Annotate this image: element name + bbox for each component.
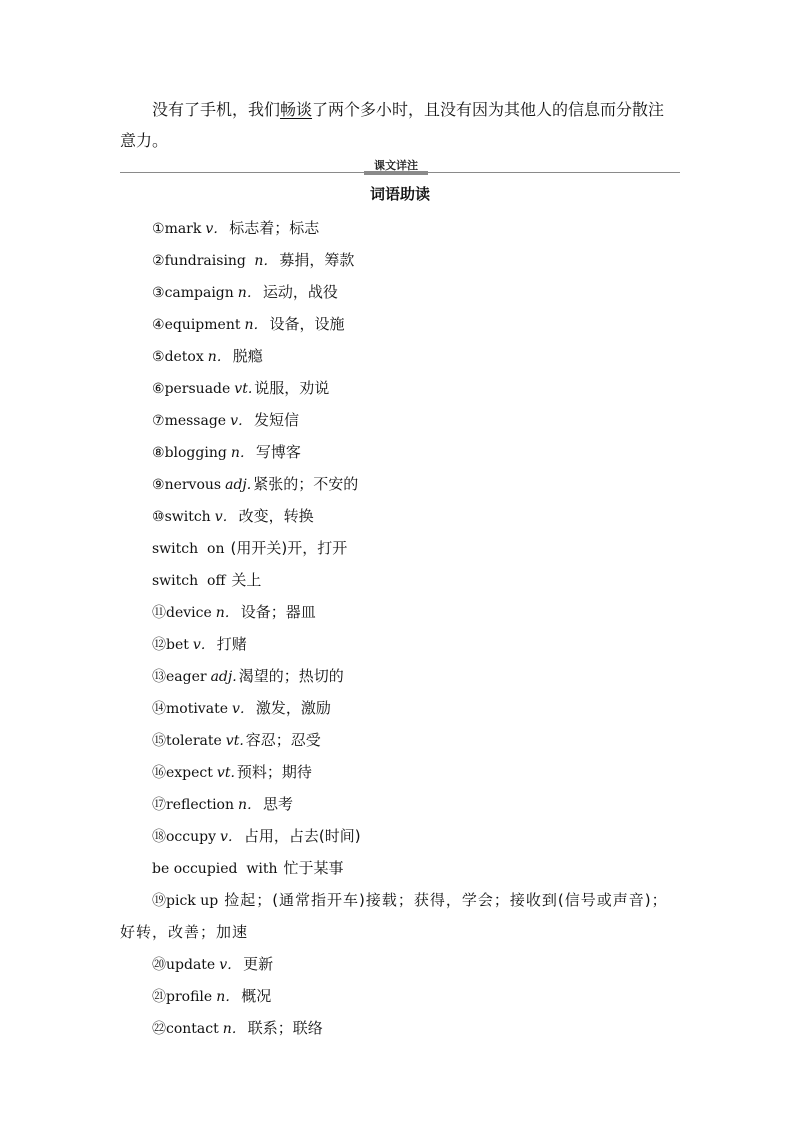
vocab-item [120,757,680,789]
vocab-number: ⑭ [152,701,166,717]
vocab-number: ④ [152,317,165,333]
vocab-word: be occupied with [152,861,278,877]
vocab-item [120,437,680,469]
intro-text-after: 了两个多小时，且没有因为其他人的信息而分散注意力。 [120,100,665,150]
vocab-gloss: 改变，转换 [238,507,314,525]
vocab-gloss: 联系；联络 [247,1019,323,1037]
vocab-number: ⑯ [152,765,166,781]
vocab-word: occupy [166,829,216,845]
vocab-gloss: 打赌 [216,635,247,653]
vocab-item [120,853,680,885]
vocab-item [120,789,680,821]
vocab-gloss: 运动，战役 [262,283,338,301]
vocab-word: switch off [152,573,226,589]
vocab-gloss: 设备，设施 [269,315,345,333]
vocab-part-of-speech: n． [249,253,278,269]
vocab-number: ② [152,253,165,269]
vocab-item [120,309,680,341]
vocab-part-of-speech: adj. [225,477,252,493]
vocab-part-of-speech: n． [244,317,268,333]
vocab-word: equipment [164,317,241,333]
vocab-item [120,1013,680,1045]
vocab-part-of-speech: n． [207,349,231,365]
vocab-word: motivate [166,701,228,717]
vocab-gloss: 捡起；(通常指开车)接载；获得，学会；接收到(信号或声音)；好转，改善；加速 [120,891,668,941]
vocab-item [120,981,680,1013]
vocab-gloss: 概况 [241,987,272,1005]
vocab-number: ⑳ [152,957,166,973]
vocab-part-of-speech: n． [237,285,261,301]
vocab-word: persuade [164,381,231,397]
vocab-part-of-speech: vt. [225,733,244,749]
vocab-part-of-speech: v． [219,957,242,973]
vocab-number: ⑫ [152,637,166,653]
vocab-list [120,213,680,1045]
vocab-number: ⑧ [152,445,165,461]
vocab-gloss: 忙于某事 [283,859,344,877]
vocab-item [120,533,680,565]
vocab-number: ⑥ [152,381,165,397]
vocab-word: reflection [166,797,234,813]
vocab-item [120,245,680,277]
vocab-gloss: 说服，劝说 [254,379,330,397]
vocab-part-of-speech: n． [230,445,254,461]
vocab-number: ⑰ [152,797,166,813]
vocab-gloss: 渴望的；热切的 [238,667,344,685]
vocab-item [120,949,680,981]
vocab-item [120,661,680,693]
vocab-item [120,597,680,629]
vocab-word: pick up [166,893,219,909]
vocab-gloss: 标志着；标志 [229,219,320,237]
vocab-number: ⑲ [152,893,166,909]
vocab-number: ⑨ [152,477,165,493]
vocab-word: nervous [164,477,222,493]
vocab-gloss: 脱瘾 [232,347,263,365]
vocab-word: mark [164,221,202,237]
vocab-part-of-speech: v． [214,509,237,525]
vocab-part-of-speech: n． [215,605,239,621]
vocab-word: tolerate [166,733,222,749]
vocab-item [120,565,680,597]
vocab-item [120,373,680,405]
vocab-part-of-speech: n． [238,797,262,813]
vocab-item [120,821,680,853]
vocab-number: ⑪ [152,605,166,621]
vocab-number: ⑱ [152,829,166,845]
intro-text-before: 没有了手机，我们 [152,100,281,119]
vocab-item [120,693,680,725]
vocab-part-of-speech: adj. [210,669,237,685]
vocab-number: ⑩ [152,509,165,525]
vocab-gloss: 写博客 [255,443,301,461]
section-tag: 课文详注 [374,159,418,172]
section-divider [120,160,680,178]
vocab-part-of-speech: n． [222,1021,246,1037]
vocab-item [120,725,680,757]
vocab-number: ⑮ [152,733,166,749]
vocab-part-of-speech: v． [205,221,228,237]
vocab-part-of-speech: vt. [234,381,253,397]
vocab-word: contact [166,1021,219,1037]
vocab-word: device [166,605,212,621]
vocab-word: message [164,413,227,429]
vocab-number: ㉑ [152,989,166,1005]
vocab-word: switch on [152,541,225,557]
vocab-word: bet [166,637,189,653]
vocab-word: blogging [164,445,227,461]
vocab-word: switch [164,509,211,525]
vocab-item [120,885,680,949]
vocab-gloss: 容忍；忍受 [245,731,321,749]
vocab-part-of-speech: vt. [216,765,235,781]
vocab-gloss: (用开关)开，打开 [230,539,348,557]
vocab-item [120,501,680,533]
vocab-gloss: 激发，激励 [255,699,331,717]
vocab-part-of-speech: v． [192,637,215,653]
vocab-word: expect [166,765,213,781]
vocab-number: ㉒ [152,1021,166,1037]
vocab-number: ⑤ [152,349,165,365]
vocab-gloss: 设备；器皿 [240,603,316,621]
vocab-word: update [166,957,216,973]
vocab-gloss: 思考 [263,795,294,813]
vocab-item [120,629,680,661]
vocab-number: ⑬ [152,669,166,685]
vocab-word: eager [166,669,207,685]
vocab-number: ⑦ [152,413,165,429]
vocab-gloss: 募捐，筹款 [279,251,355,269]
vocab-item [120,341,680,373]
vocab-gloss: 发短信 [254,411,300,429]
vocab-word: fundraising [164,253,246,269]
vocab-part-of-speech: v． [231,701,254,717]
vocab-heading: 词语助读 [369,185,430,203]
vocab-number: ① [152,221,165,237]
vocab-item [120,277,680,309]
vocab-word: detox [164,349,204,365]
vocab-item [120,213,680,245]
vocab-number: ③ [152,285,165,301]
vocab-gloss: 预料；期待 [236,763,312,781]
vocab-gloss: 更新 [243,955,274,973]
vocab-item [120,469,680,501]
vocab-part-of-speech: v． [230,413,253,429]
vocab-word: profile [166,989,213,1005]
vocab-part-of-speech: v． [220,829,242,845]
intro-paragraph [120,94,680,156]
vocab-word: campaign [164,285,234,301]
intro-underlined-word: 畅谈 [280,100,313,119]
vocab-gloss: 紧张的；不安的 [253,475,359,493]
vocab-item [120,405,680,437]
vocab-gloss: 关上 [231,571,262,589]
vocab-part-of-speech: n． [216,989,240,1005]
vocab-gloss: 占用，占去(时间) [243,827,361,845]
